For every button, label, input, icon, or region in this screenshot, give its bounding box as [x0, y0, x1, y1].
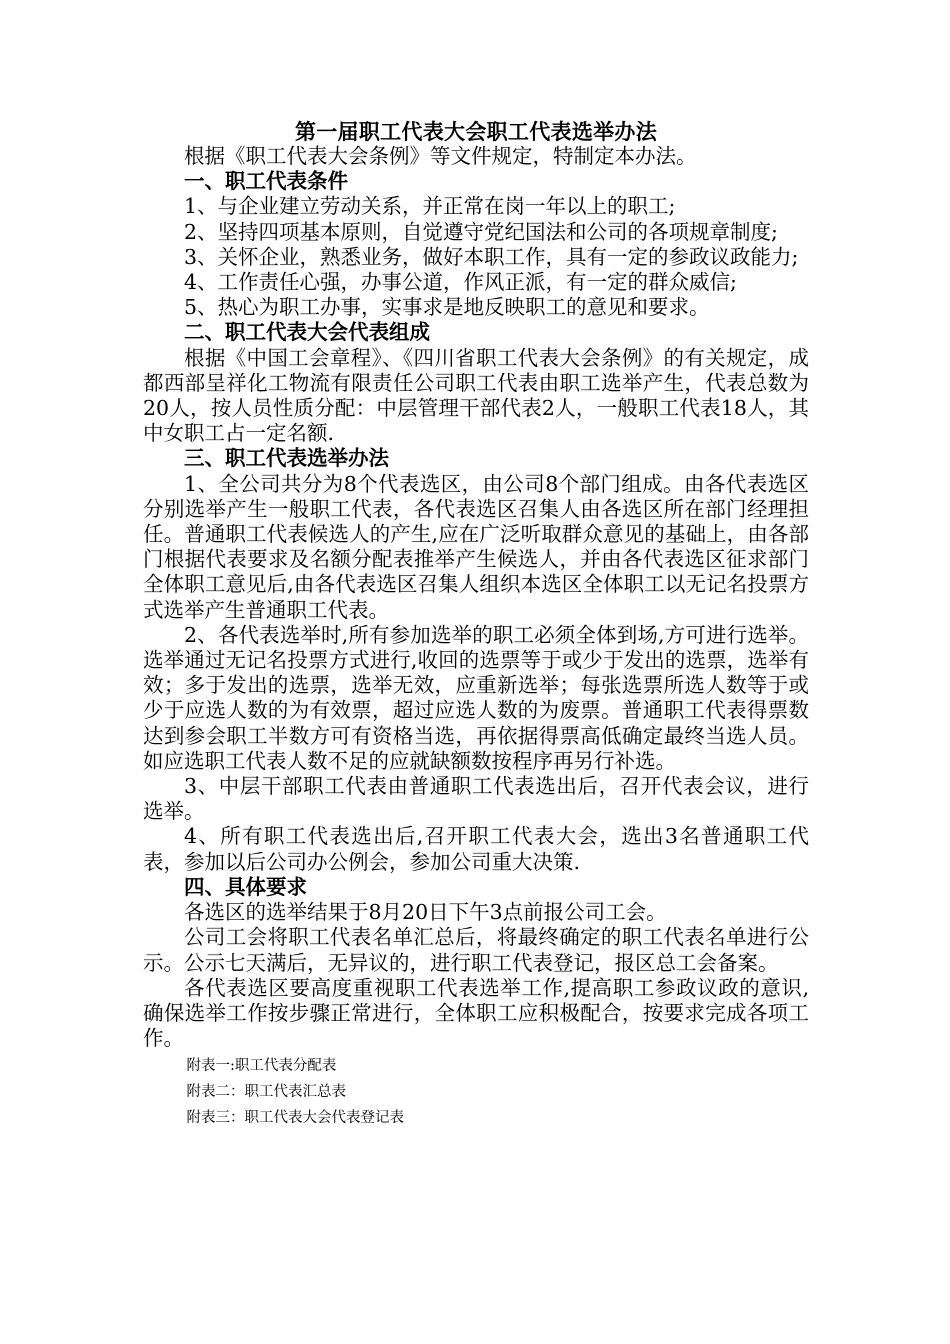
- condition-item: 1、与企业建立劳动关系，并正常在岗一年以上的职工;: [184, 194, 676, 219]
- condition-item: 3、关怀企业，熟悉业务，做好本职工作，具有一定的参政议政能力;: [184, 244, 799, 269]
- requirement-paragraph: 各选区的选举结果于8月20日下午3点前报公司工会。: [184, 900, 667, 925]
- condition-item: 5、热心为职工办事，实事求是地反映职工的意见和要求。: [184, 295, 710, 320]
- election-method-item: 2、各代表选举时,所有参加选举的职工必须全体到场,方可进行选举。选举通过无记名投票方式进行,收回的选票等于或少于发出的选票，选举有效；多于发出的选票，选举无效，应重新选举；每张选票所选人数等于或少于应选人数的为有效票，超过应选人数的为废票。普通职工代表得票数达到参会职工半数方可有资格当选，再依据得票高低确定最终当选人员。如应选职工代表人数不足的应就缺额数按程序再另行补选。: [143, 622, 809, 773]
- section-heading-conditions: 一、职工代表条件: [184, 169, 348, 194]
- attachment-item: 附表二：职工代表汇总表: [186, 1084, 346, 1101]
- election-method-item: 3、中层干部职工代表由普通职工代表选出后，召开代表会议，进行选举。: [143, 774, 809, 824]
- section-heading-requirements: 四、具体要求: [184, 874, 307, 899]
- election-method-item: 1、全公司共分为8个代表选区，由公司8个部门组成。由各代表选区分别选举产生一般职工代表，各代表选区召集人由各选区所在部门经理担任。普通职工代表候选人的产生,应在广泛听取群众意见的基础上，由各部门根据代表要求及名额分配表推举产生候选人，并由各代表选区征求部门全体职工意见后,由各代表选区召集人组织本选区全体职工以无记名投票方式选举产生普通职工代表。: [143, 471, 809, 622]
- condition-item: 2、坚持四项基本原则，自觉遵守党纪国法和公司的各项规章制度;: [184, 219, 778, 244]
- election-method-item: 4、所有职工代表选出后,召开职工代表大会，选出3名普通职工代表，参加以后公司办公例会，参加公司重大决策.: [143, 824, 809, 874]
- condition-item: 4、工作责任心强，办事公道，作风正派，有一定的群众威信;: [184, 270, 737, 295]
- document-page: [143, 120, 809, 1131]
- section-heading-composition: 二、职工代表大会代表组成: [184, 320, 430, 345]
- requirement-paragraph: 各代表选区要高度重视职工代表选举工作,提高职工参政议政的意识,确保选举工作按步骤正常进行，全体职工应积极配合，按要求完成各项工作。: [143, 975, 809, 1051]
- intro-paragraph: 根据《职工代表大会条例》等文件规定，特制定本办法。: [184, 144, 697, 168]
- composition-paragraph: 根据《中国工会章程》、《四川省职工代表大会条例》的有关规定，成都西部呈祥化工物流有限责任公司职工代表由职工选举产生，代表总数为20人，按人员性质分配：中层管理干部代表2人，一般职工代表18人，其中女职工占一定名额.: [143, 345, 809, 446]
- requirement-paragraph: 公司工会将职工代表名单汇总后，将最终确定的职工代表名单进行公示。公示七天满后，无异议的，进行职工代表登记，报区总工会备案。: [143, 925, 809, 975]
- attachment-item: 附表一:职工代表分配表: [186, 1058, 337, 1075]
- attachment-item: 附表三：职工代表大会代表登记表: [186, 1110, 404, 1127]
- section-heading-election-method: 三、职工代表选举办法: [184, 446, 389, 471]
- document-title: 第一届职工代表大会职工代表选举办法: [294, 119, 658, 144]
